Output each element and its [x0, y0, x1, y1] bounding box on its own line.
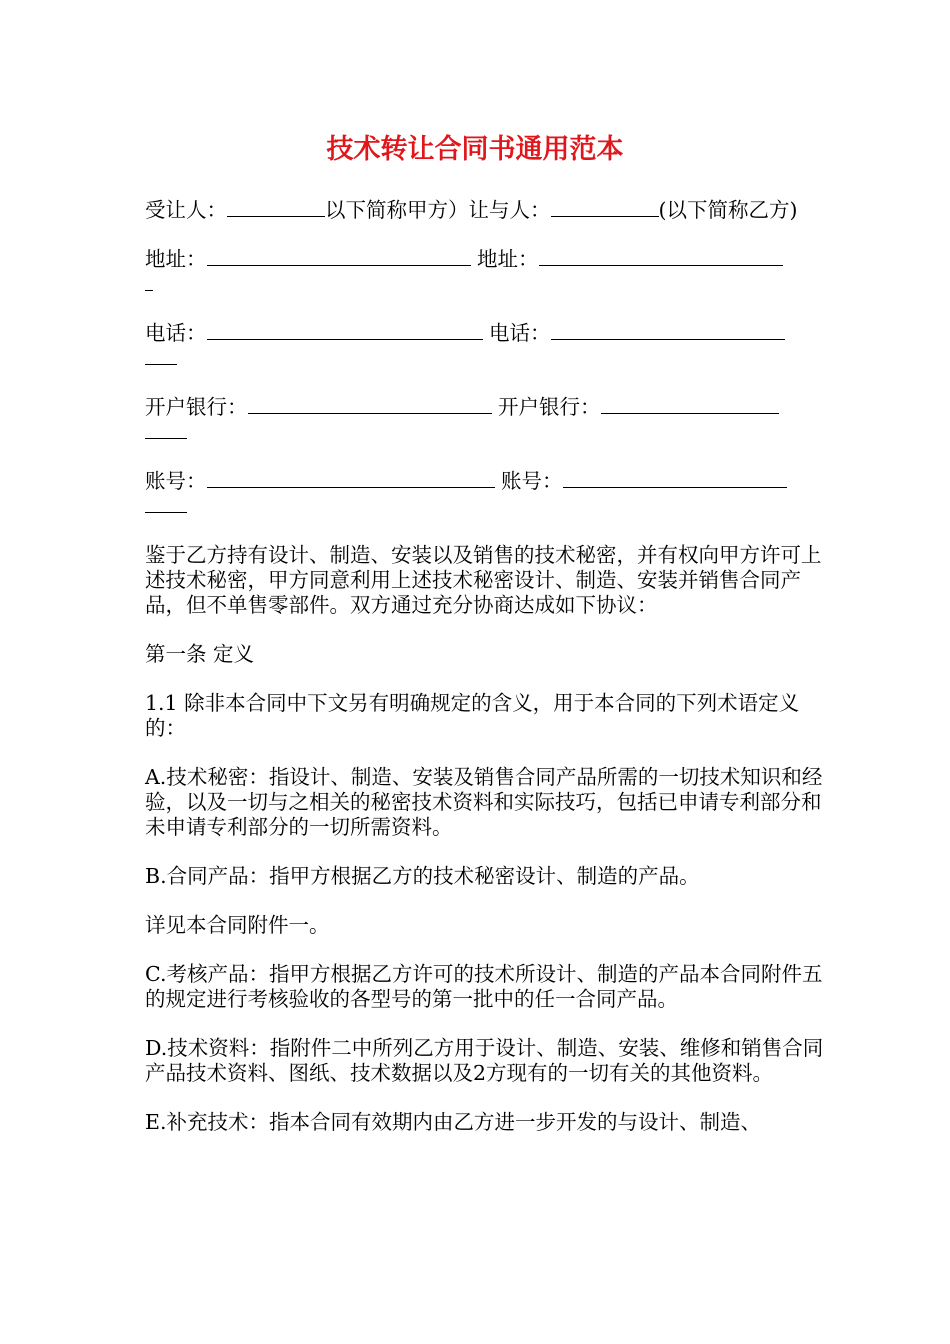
bank-label-a: 开户银行：	[145, 395, 248, 419]
address-blank-b-cont	[145, 272, 153, 291]
bank-row	[145, 395, 825, 445]
article-1-heading: 第一条 定义	[145, 642, 255, 666]
assignor-tail-text: (以下简称乙方)	[658, 198, 798, 222]
address-blank-a[interactable]	[207, 247, 471, 266]
party-row	[145, 198, 825, 223]
document-body	[145, 198, 825, 1159]
definition-b: B.合同产品：指甲方根据乙方的技术秘密设计、制造的产品。	[145, 864, 700, 888]
account-label-a: 账号：	[145, 469, 207, 493]
definition-b-note: 详见本合同附件一。	[145, 913, 330, 937]
bank-blank-b-cont	[145, 420, 187, 439]
account-blank-a[interactable]	[207, 469, 495, 488]
preamble-paragraph: 鉴于乙方持有设计、制造、安装以及销售的技术秘密，并有权向甲方许可上述技术秘密，甲方同意利用上述技术秘密设计、制造、安装并销售合同产品，但不单售零部件。双方通过充分协商达成如下协议：	[145, 543, 822, 617]
definition-a: A.技术秘密：指设计、制造、安装及销售合同产品所需的一切技术知识和经验，以及一切与之相关的秘密技术资料和实际技巧，包括已申请专利部分和未申请专利部分的一切所需资料。	[145, 765, 823, 839]
phone-blank-b[interactable]	[551, 321, 785, 340]
assignee-label: 受让人：	[145, 198, 227, 222]
bank-blank-b[interactable]	[601, 395, 779, 414]
document-title: 技术转让合同书通用范本	[326, 134, 624, 165]
address-row	[145, 247, 825, 297]
phone-label-a: 电话：	[145, 321, 207, 345]
definition-c: C.考核产品：指甲方根据乙方许可的技术所设计、制造的产品本合同附件五的规定进行考核验收的各型号的第一批中的任一合同产品。	[145, 962, 823, 1011]
account-blank-b[interactable]	[563, 469, 787, 488]
assignee-blank[interactable]	[227, 198, 325, 217]
clause-1-1: 1.1 除非本合同中下文另有明确规定的含义，用于本合同的下列术语定义的：	[145, 691, 800, 740]
definition-e: E.补充技术：指本合同有效期内由乙方进一步开发的与设计、制造、	[145, 1110, 761, 1134]
bank-label-b: 开户银行：	[498, 395, 601, 419]
address-label-b: 地址：	[477, 247, 539, 271]
account-label-b: 账号：	[501, 469, 563, 493]
bank-blank-a[interactable]	[248, 395, 492, 414]
account-blank-b-cont	[145, 494, 187, 513]
account-row	[145, 469, 825, 519]
assignee-mid-text: 以下简称甲方）让与人：	[325, 198, 551, 222]
phone-blank-b-cont	[145, 346, 177, 365]
definition-d: D.技术资料：指附件二中所列乙方用于设计、制造、安装、维修和销售合同产品技术资料、图纸、技术数据以及2方现有的一切有关的其他资料。	[145, 1036, 824, 1085]
assignor-blank[interactable]	[551, 198, 659, 217]
address-label-a: 地址：	[145, 247, 207, 271]
phone-blank-a[interactable]	[207, 321, 483, 340]
address-blank-b[interactable]	[539, 247, 783, 266]
phone-row	[145, 321, 825, 371]
phone-label-b: 电话：	[489, 321, 551, 345]
